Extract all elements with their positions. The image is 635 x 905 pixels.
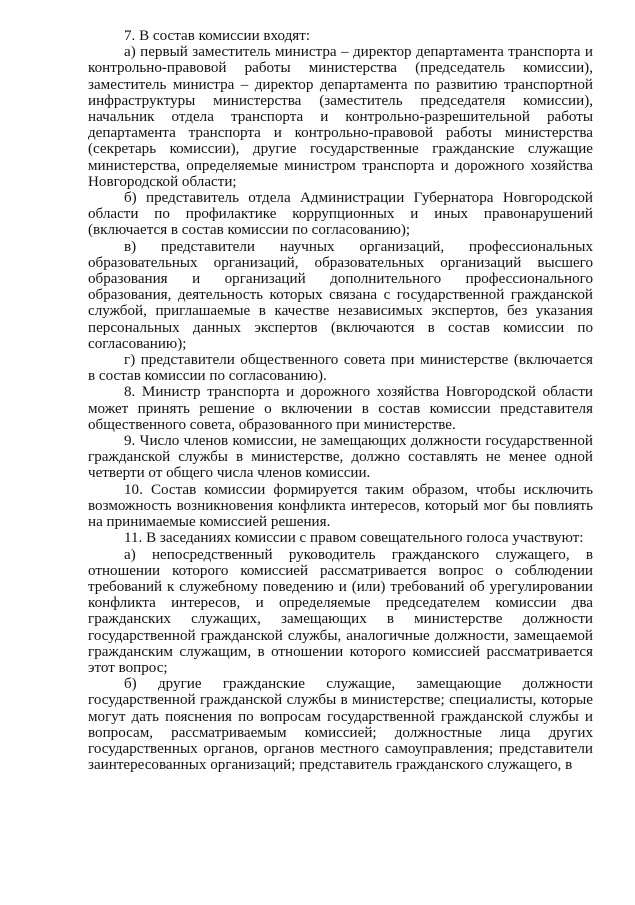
paragraph-7v: в) представители научных организаций, профессиональных образовательных организаций, образовательных организаций высшего образования и организаций дополнительного профессионального образования, деятельность которых связана с государственной гражданской службой, приглашаемые в качестве независимых экспертов, без указания персональных данных экспертов (включаются в состав комиссии по согласованию); — [88, 238, 593, 352]
paragraph-11-intro: 11. В заседаниях комиссии с правом совещательного голоса участвуют: — [124, 530, 584, 547]
paragraph-11b: б) другие гражданские служащие, замещающие должности государственной гражданской службы в министерстве; специалисты, которые могут дать пояснения по вопросам государственной гражданской службы и вопросам, рассматриваемым комиссией; должностные лица других государственных органов, органов местного самоуправления; представители заинтересованных организаций; представитель гражданского служащего, в — [88, 676, 593, 774]
paragraph-9: 9. Число членов комиссии, не замещающих должности государственной гражданской службы в министерстве, должно составлять не менее одной четверти от общего числа членов комиссии. — [88, 433, 593, 482]
paragraph-7b: б) представитель отдела Администрации Губернатора Новгородской области по профилактике коррупционных и иных правонарушений (включается в состав комиссии по согласованию); — [88, 190, 593, 239]
paragraph-8: 8. Министр транспорта и дорожного хозяйства Новгородской области может принять решение о включении в состав комиссии представителя общественного совета, образованного при министерстве. — [88, 384, 593, 433]
paragraph-7g: г) представители общественного совета при министерстве (включается в состав комиссии по согласованию). — [88, 352, 593, 385]
paragraph-10: 10. Состав комиссии формируется таким образом, чтобы исключить возможность возникновения конфликта интересов, который мог бы повлиять на принимаемые комиссией решения. — [88, 481, 593, 531]
paragraph-7a: а) первый заместитель министра – директор департамента транспорта и контрольно-правовой работы министерства (председатель комиссии), заместитель министра – директор департамента по развитию транспортной инфраструктуры министерства (заместитель председателя комиссии), начальник отдела транспорта и контрольно-разрешительной работы департамента транспорта и контрольно-правовой работы министерства (секретарь комиссии), другие государственные гражданские служащие министерства, определяемые министром транспорта и дорожного хозяйства Новгородской области; — [88, 44, 593, 190]
paragraph-11a: а) непосредственный руководитель гражданского служащего, в отношении которого комиссией рассматривается вопрос о соблюдении требований к служебному поведению и (или) требований об урегулировании конфликта интересов, и определяемые председателем комиссии два гражданских служащих, замещающих в министерстве должности государственной гражданской службы, аналогичные должности, замещаемой гражданским служащим, в отношении которого комиссией рассматривается этот вопрос; — [88, 546, 593, 676]
paragraph-7-intro: 7. В состав комиссии входят: — [124, 28, 311, 44]
